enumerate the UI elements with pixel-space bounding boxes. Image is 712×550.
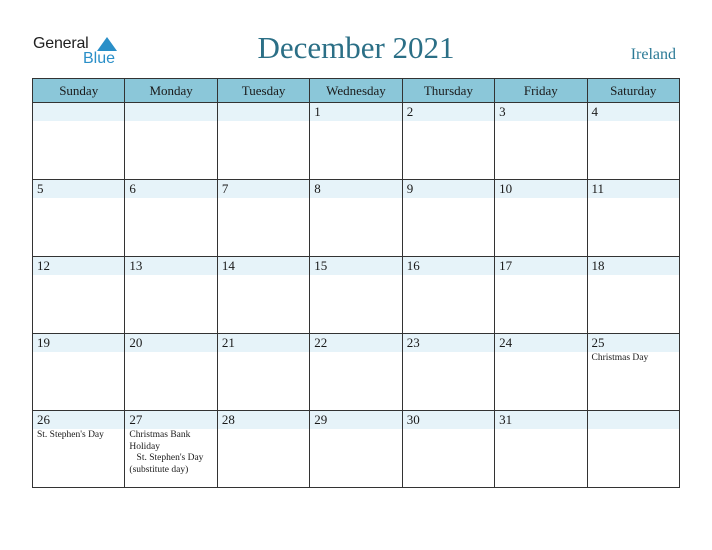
day-number: 22 [314, 335, 328, 350]
day-cell [217, 334, 309, 411]
country-label: Ireland [630, 46, 676, 63]
day-number-bar [218, 180, 309, 198]
day-cell [125, 334, 217, 411]
day-number-bar [125, 180, 216, 198]
weekday-header: Thursday [402, 79, 494, 103]
day-number-bar [588, 411, 679, 429]
day-number: 13 [129, 258, 143, 273]
day-cell [217, 257, 309, 334]
day-number: 20 [129, 335, 143, 350]
day-cell [587, 334, 679, 411]
logo-text-general: General [33, 35, 89, 52]
day-number: 7 [221, 181, 229, 196]
day-cell [217, 103, 309, 180]
day-cell [33, 103, 125, 180]
day-number: 4 [591, 104, 599, 119]
day-number: 16 [406, 258, 420, 273]
day-cell [310, 334, 402, 411]
day-cell [125, 180, 217, 257]
day-cell [33, 257, 125, 334]
day-number: 31 [499, 412, 513, 427]
weekday-header: Saturday [587, 79, 679, 103]
day-number: 9 [406, 181, 414, 196]
day-cell [125, 257, 217, 334]
day-cell [587, 411, 679, 488]
day-cell [217, 411, 309, 488]
holiday-label: Christmas Bank Holiday St. Stephen's Day (substitute day) [129, 430, 204, 475]
day-number: 19 [37, 335, 50, 350]
day-cell [495, 103, 587, 180]
day-number: 10 [499, 181, 513, 196]
day-number: 25 [591, 335, 605, 350]
day-cell [310, 103, 402, 180]
day-number: 8 [314, 181, 321, 196]
day-cell [310, 257, 402, 334]
week-row [33, 257, 680, 334]
day-number: 12 [37, 258, 50, 273]
day-cell [33, 334, 125, 411]
day-number: 1 [314, 104, 321, 119]
calendar-grid [32, 78, 680, 488]
weekday-header: Sunday [33, 79, 125, 103]
day-cell [495, 411, 587, 488]
weekday-header: Monday [125, 79, 217, 103]
day-cell [402, 103, 494, 180]
holiday-label: St. Stephen's Day [37, 430, 104, 440]
day-number: 26 [37, 412, 50, 427]
day-number: 24 [499, 335, 513, 350]
day-number-bar [33, 180, 124, 198]
day-number: 11 [591, 181, 605, 196]
day-number-bar [403, 180, 494, 198]
day-number-bar [310, 180, 401, 198]
day-number: 18 [591, 258, 605, 273]
day-number: 5 [37, 181, 44, 196]
weekday-header: Wednesday [310, 79, 402, 103]
day-cell [125, 411, 217, 488]
day-number: 29 [314, 412, 328, 427]
day-number: 15 [314, 258, 328, 273]
calendar-title: December 2021 [257, 30, 455, 65]
day-number-bar [588, 103, 679, 121]
day-cell [217, 180, 309, 257]
day-number: 27 [129, 412, 143, 427]
day-number-bar [495, 103, 586, 121]
day-cell [33, 180, 125, 257]
day-cell [310, 411, 402, 488]
week-row [33, 180, 680, 257]
day-cell [310, 180, 402, 257]
day-number: 14 [221, 258, 235, 273]
day-cell [495, 334, 587, 411]
day-number: 3 [499, 104, 506, 119]
day-cell [402, 411, 494, 488]
day-number: 30 [406, 412, 420, 427]
day-number-bar [310, 103, 401, 121]
day-number-bar [125, 103, 216, 121]
day-cell [495, 257, 587, 334]
day-number-bar [218, 103, 309, 121]
day-cell [587, 180, 679, 257]
day-number-bar [33, 103, 124, 121]
day-number-bar [403, 103, 494, 121]
day-number: 23 [406, 335, 420, 350]
day-number: 2 [406, 104, 414, 119]
weekday-header-row [33, 79, 680, 103]
day-cell [587, 103, 679, 180]
day-number: 17 [499, 258, 513, 273]
week-row [33, 334, 680, 411]
day-number: 6 [129, 181, 136, 196]
day-cell [402, 257, 494, 334]
holiday-label: Christmas Day [591, 353, 649, 363]
week-row [33, 411, 680, 488]
day-cell [33, 411, 125, 488]
day-number: 28 [221, 412, 235, 427]
weekday-header: Friday [495, 79, 587, 103]
day-cell [402, 180, 494, 257]
day-cell [587, 257, 679, 334]
day-cell [125, 103, 217, 180]
day-number: 21 [221, 335, 235, 350]
logo-text-blue: Blue [83, 50, 116, 67]
day-cell [402, 334, 494, 411]
weekday-header: Tuesday [217, 79, 309, 103]
week-row [33, 103, 680, 180]
day-cell [495, 180, 587, 257]
